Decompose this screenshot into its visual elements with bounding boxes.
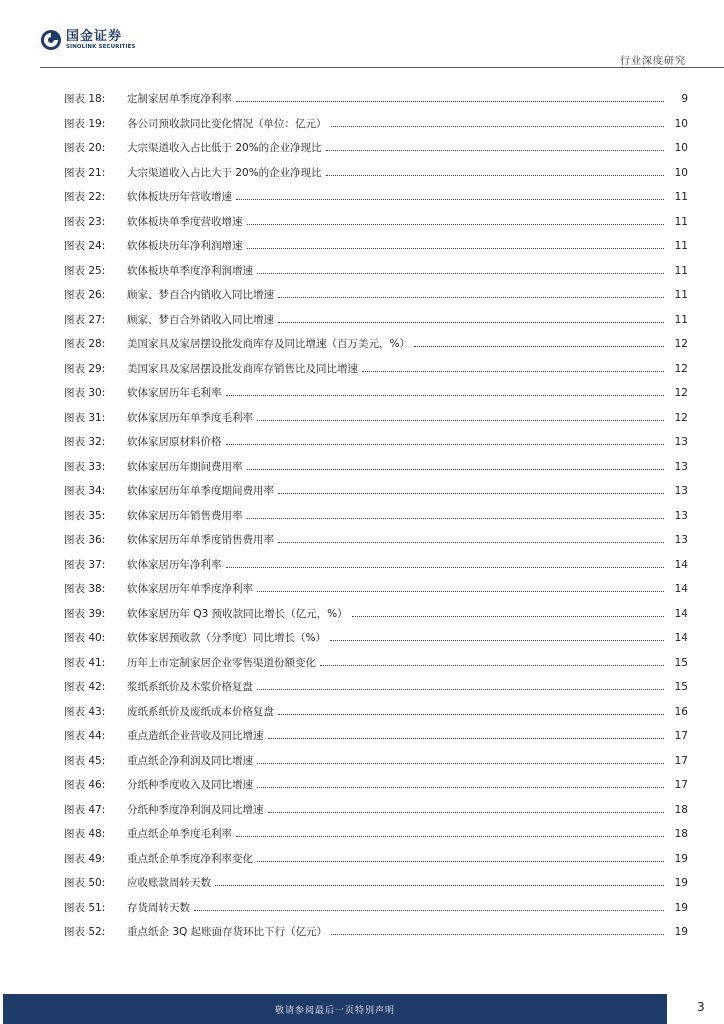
toc-entry-label: 图表 46: xyxy=(64,779,106,791)
toc-entry-title: 软体家居历年单季度期间费用率 xyxy=(127,485,274,497)
toc-entry-page: 17 xyxy=(674,779,688,791)
toc-entry-label: 图表 25: xyxy=(64,264,106,277)
toc-entry-page: 11 xyxy=(674,191,688,203)
toc-entry-page: 13 xyxy=(674,460,688,473)
table-of-figures xyxy=(64,91,688,949)
toc-entry-title: 软体家居历年单季度销售费用率 xyxy=(127,534,274,546)
footer-bar xyxy=(3,994,667,1024)
toc-entry-title: 重点纸企 3Q 起账面存货环比下行（亿元） xyxy=(127,926,328,938)
toc-entry-label: 图表 21: xyxy=(64,166,106,179)
toc-entry-title: 软体家居历年 Q3 预收款同比增长（亿元，%） xyxy=(127,607,348,620)
toc-entry-title: 软体家居历年单季度毛利率 xyxy=(127,411,253,424)
toc-dot-leader xyxy=(236,199,664,200)
toc-entry[interactable] xyxy=(64,91,688,116)
toc-dot-leader xyxy=(236,836,664,837)
toc-entry-label: 图表 35: xyxy=(64,509,106,522)
toc-entry[interactable] xyxy=(64,483,688,508)
toc-entry-title: 美国家具及家居摆设批发商库存销售比及同比增速 xyxy=(127,362,358,375)
toc-entry-label: 图表 27: xyxy=(64,313,106,326)
toc-entry-page: 12 xyxy=(674,411,688,424)
toc-entry-label: 图表 39: xyxy=(64,607,106,620)
toc-entry-label: 图表 23: xyxy=(64,215,106,228)
toc-dot-leader xyxy=(247,224,665,225)
toc-entry[interactable] xyxy=(64,802,688,827)
toc-entry-page: 17 xyxy=(674,730,688,742)
toc-entry[interactable] xyxy=(64,410,688,435)
toc-entry-title: 浆纸系纸价及木浆价格复盘 xyxy=(127,681,253,693)
toc-entry[interactable] xyxy=(64,826,688,851)
toc-entry-page: 13 xyxy=(674,436,688,448)
toc-entry[interactable] xyxy=(64,287,688,312)
toc-entry-page: 14 xyxy=(674,607,688,620)
toc-entry[interactable] xyxy=(64,140,688,165)
toc-dot-leader xyxy=(414,346,664,347)
toc-entry-title: 重点纸企单季度毛利率 xyxy=(127,828,232,840)
toc-dot-leader xyxy=(326,175,664,176)
toc-entry-title: 软体板块历年营收增速 xyxy=(127,191,232,203)
toc-entry-page: 11 xyxy=(674,289,688,301)
toc-entry-title: 各公司预收款同比变化情况（单位：亿元） xyxy=(127,117,327,130)
toc-entry[interactable] xyxy=(64,434,688,459)
toc-entry-title: 软体家居预收款（分季度）同比增长（%） xyxy=(127,632,326,644)
toc-entry[interactable] xyxy=(64,336,688,361)
toc-entry-label: 图表 32: xyxy=(64,436,106,448)
toc-entry-title: 软体家居历年期间费用率 xyxy=(127,460,243,473)
toc-dot-leader xyxy=(247,469,665,470)
toc-entry[interactable] xyxy=(64,875,688,900)
toc-entry-title: 软体板块单季度营收增速 xyxy=(127,215,243,228)
toc-entry[interactable] xyxy=(64,679,688,704)
toc-entry-label: 图表 30: xyxy=(64,387,106,399)
toc-dot-leader xyxy=(330,640,664,641)
toc-entry-page: 19 xyxy=(674,901,688,914)
toc-entry-title: 重点纸企单季度净利率变化 xyxy=(127,852,253,865)
toc-entry-label: 图表 40: xyxy=(64,632,106,644)
toc-entry-label: 图表 33: xyxy=(64,460,106,473)
toc-entry-label: 图表 47: xyxy=(64,803,106,816)
logo-mark-icon xyxy=(40,29,62,51)
toc-dot-leader xyxy=(320,665,664,666)
toc-entry-title: 分纸种季度净利润及同比增速 xyxy=(127,803,264,816)
toc-entry-title: 大宗渠道收入占比大于 20%的企业净现比 xyxy=(127,166,322,179)
toc-dot-leader xyxy=(268,738,665,739)
toc-entry-title: 软体板块单季度净利润增速 xyxy=(127,264,253,277)
toc-entry[interactable] xyxy=(64,581,688,606)
toc-entry[interactable] xyxy=(64,557,688,582)
toc-entry-label: 图表 41: xyxy=(64,656,106,669)
toc-entry[interactable] xyxy=(64,263,688,288)
toc-dot-leader xyxy=(278,542,664,543)
toc-dot-leader xyxy=(257,861,664,862)
toc-entry-page: 18 xyxy=(674,828,688,840)
toc-entry-page: 18 xyxy=(674,803,688,816)
toc-entry[interactable] xyxy=(64,385,688,410)
toc-entry-label: 图表 24: xyxy=(64,240,106,252)
toc-dot-leader xyxy=(362,371,664,372)
toc-entry-title: 重点造纸企业营收及同比增速 xyxy=(127,730,264,742)
toc-dot-leader xyxy=(247,248,665,249)
toc-entry-label: 图表 44: xyxy=(64,730,106,742)
toc-entry[interactable] xyxy=(64,924,688,949)
toc-dot-leader xyxy=(257,787,664,788)
toc-entry-title: 美国家具及家居摆设批发商库存及同比增速（百万美元，%） xyxy=(127,338,410,350)
toc-dot-leader xyxy=(326,150,664,151)
toc-entry-label: 图表 18: xyxy=(64,93,106,105)
toc-dot-leader xyxy=(352,616,664,617)
toc-entry-title: 软体板块历年净利润增速 xyxy=(127,240,243,252)
toc-entry-label: 图表 48: xyxy=(64,828,106,840)
page-header xyxy=(0,0,724,70)
toc-entry-page: 12 xyxy=(674,387,688,399)
toc-entry[interactable] xyxy=(64,851,688,876)
toc-entry[interactable] xyxy=(64,704,688,729)
toc-entry-title: 顾家、梦百合外销收入同比增速 xyxy=(127,313,274,326)
toc-entry[interactable] xyxy=(64,165,688,190)
toc-entry-page: 16 xyxy=(674,705,688,718)
toc-entry-label: 图表 43: xyxy=(64,705,106,718)
toc-entry-label: 图表 37: xyxy=(64,558,106,571)
toc-dot-leader xyxy=(247,518,665,519)
toc-dot-leader xyxy=(257,763,664,764)
toc-entry-page: 17 xyxy=(674,754,688,767)
toc-entry-page: 19 xyxy=(674,926,688,938)
toc-entry[interactable] xyxy=(64,361,688,386)
toc-entry-page: 10 xyxy=(674,117,688,130)
toc-entry-page: 12 xyxy=(674,362,688,375)
toc-entry-page: 11 xyxy=(674,240,688,252)
toc-entry[interactable] xyxy=(64,900,688,925)
toc-entry-label: 图表 28: xyxy=(64,338,106,350)
toc-dot-leader xyxy=(278,493,664,494)
toc-entry-label: 图表 31: xyxy=(64,411,106,424)
toc-entry-title: 应收账款周转天数 xyxy=(127,877,211,889)
toc-entry-title: 历年上市定制家居企业零售渠道份额变化 xyxy=(127,656,316,669)
toc-entry-page: 10 xyxy=(674,166,688,179)
toc-entry-title: 废纸系纸价及废纸成本价格复盘 xyxy=(127,705,274,718)
toc-entry-page: 19 xyxy=(674,877,688,889)
toc-entry[interactable] xyxy=(64,238,688,263)
toc-entry-title: 软体家居历年单季度净利率 xyxy=(127,583,253,595)
toc-entry-label: 图表 51: xyxy=(64,901,106,914)
toc-entry[interactable] xyxy=(64,116,688,141)
toc-dot-leader xyxy=(215,885,664,886)
toc-dot-leader xyxy=(331,934,664,935)
toc-dot-leader xyxy=(278,322,664,323)
toc-entry-page: 11 xyxy=(674,313,688,326)
toc-entry-label: 图表 26: xyxy=(64,289,106,301)
toc-dot-leader xyxy=(331,126,665,127)
toc-entry-page: 14 xyxy=(674,632,688,644)
toc-dot-leader xyxy=(278,297,664,298)
logo-chinese-name: 国金证券 xyxy=(66,28,123,44)
toc-entry-label: 图表 20: xyxy=(64,142,106,154)
toc-entry-title: 软体家居历年销售费用率 xyxy=(127,509,243,522)
toc-entry-page: 13 xyxy=(674,534,688,546)
toc-entry-title: 软体家居原材料价格 xyxy=(127,436,222,448)
toc-entry-label: 图表 36: xyxy=(64,534,106,546)
toc-entry-label: 图表 34: xyxy=(64,485,106,497)
toc-entry-page: 11 xyxy=(674,215,688,228)
toc-entry-page: 11 xyxy=(674,264,688,277)
toc-entry-title: 存货周转天数 xyxy=(127,901,190,914)
toc-dot-leader xyxy=(226,444,665,445)
toc-dot-leader xyxy=(278,714,664,715)
toc-entry[interactable] xyxy=(64,777,688,802)
toc-entry-label: 图表 29: xyxy=(64,362,106,375)
toc-entry-page: 9 xyxy=(681,93,688,105)
toc-dot-leader xyxy=(257,273,664,274)
toc-entry[interactable] xyxy=(64,312,688,337)
page-number: 3 xyxy=(697,1000,705,1014)
toc-entry-label: 图表 42: xyxy=(64,681,106,693)
toc-entry-page: 14 xyxy=(674,583,688,595)
toc-entry-page: 12 xyxy=(674,338,688,350)
toc-dot-leader xyxy=(226,395,665,396)
toc-entry-title: 软体家居历年净利率 xyxy=(127,558,222,571)
toc-entry-page: 15 xyxy=(674,656,688,669)
toc-entry-title: 重点纸企净利润及同比增速 xyxy=(127,754,253,767)
toc-entry-page: 14 xyxy=(674,558,688,571)
toc-entry[interactable] xyxy=(64,728,688,753)
logo-english-name: SINOLINK SECURITIES xyxy=(66,43,136,50)
header-divider xyxy=(40,67,724,68)
report-type-label: 行业深度研究 xyxy=(620,56,686,67)
toc-entry-title: 定制家居单季度净利率 xyxy=(127,93,232,105)
toc-entry-page: 13 xyxy=(674,509,688,522)
toc-entry-page: 10 xyxy=(674,142,688,154)
toc-entry-title: 分纸种季度收入及同比增速 xyxy=(127,779,253,791)
toc-entry-label: 图表 22: xyxy=(64,191,106,203)
toc-entry-label: 图表 19: xyxy=(64,117,106,130)
toc-entry[interactable] xyxy=(64,214,688,239)
toc-entry-label: 图表 52: xyxy=(64,926,106,938)
toc-dot-leader xyxy=(257,591,664,592)
toc-entry-label: 图表 49: xyxy=(64,852,106,865)
toc-entry[interactable] xyxy=(64,630,688,655)
toc-dot-leader xyxy=(194,910,664,911)
toc-dot-leader xyxy=(226,567,665,568)
toc-entry-label: 图表 50: xyxy=(64,877,106,889)
toc-entry[interactable] xyxy=(64,655,688,680)
toc-entry[interactable] xyxy=(64,508,688,533)
toc-entry[interactable] xyxy=(64,606,688,631)
toc-entry[interactable] xyxy=(64,189,688,214)
toc-entry-label: 图表 38: xyxy=(64,583,106,595)
toc-entry-title: 软体家居历年毛利率 xyxy=(127,387,222,399)
footer-disclaimer: 敬请参阅最后一页特别声明 xyxy=(274,1006,395,1016)
toc-dot-leader xyxy=(236,101,664,102)
toc-entry-page: 15 xyxy=(674,681,688,693)
toc-entry-title: 大宗渠道收入占比低于 20%的企业净现比 xyxy=(127,142,322,154)
toc-entry[interactable] xyxy=(64,459,688,484)
company-logo xyxy=(40,29,136,51)
toc-entry-page: 19 xyxy=(674,852,688,865)
toc-entry[interactable] xyxy=(64,753,688,778)
toc-entry-page: 13 xyxy=(674,485,688,497)
toc-dot-leader xyxy=(257,420,664,421)
toc-dot-leader xyxy=(268,812,665,813)
toc-entry[interactable] xyxy=(64,532,688,557)
toc-dot-leader xyxy=(257,689,664,690)
toc-entry-label: 图表 45: xyxy=(64,754,106,767)
toc-entry-title: 顾家、梦百合内销收入同比增速 xyxy=(127,289,274,301)
